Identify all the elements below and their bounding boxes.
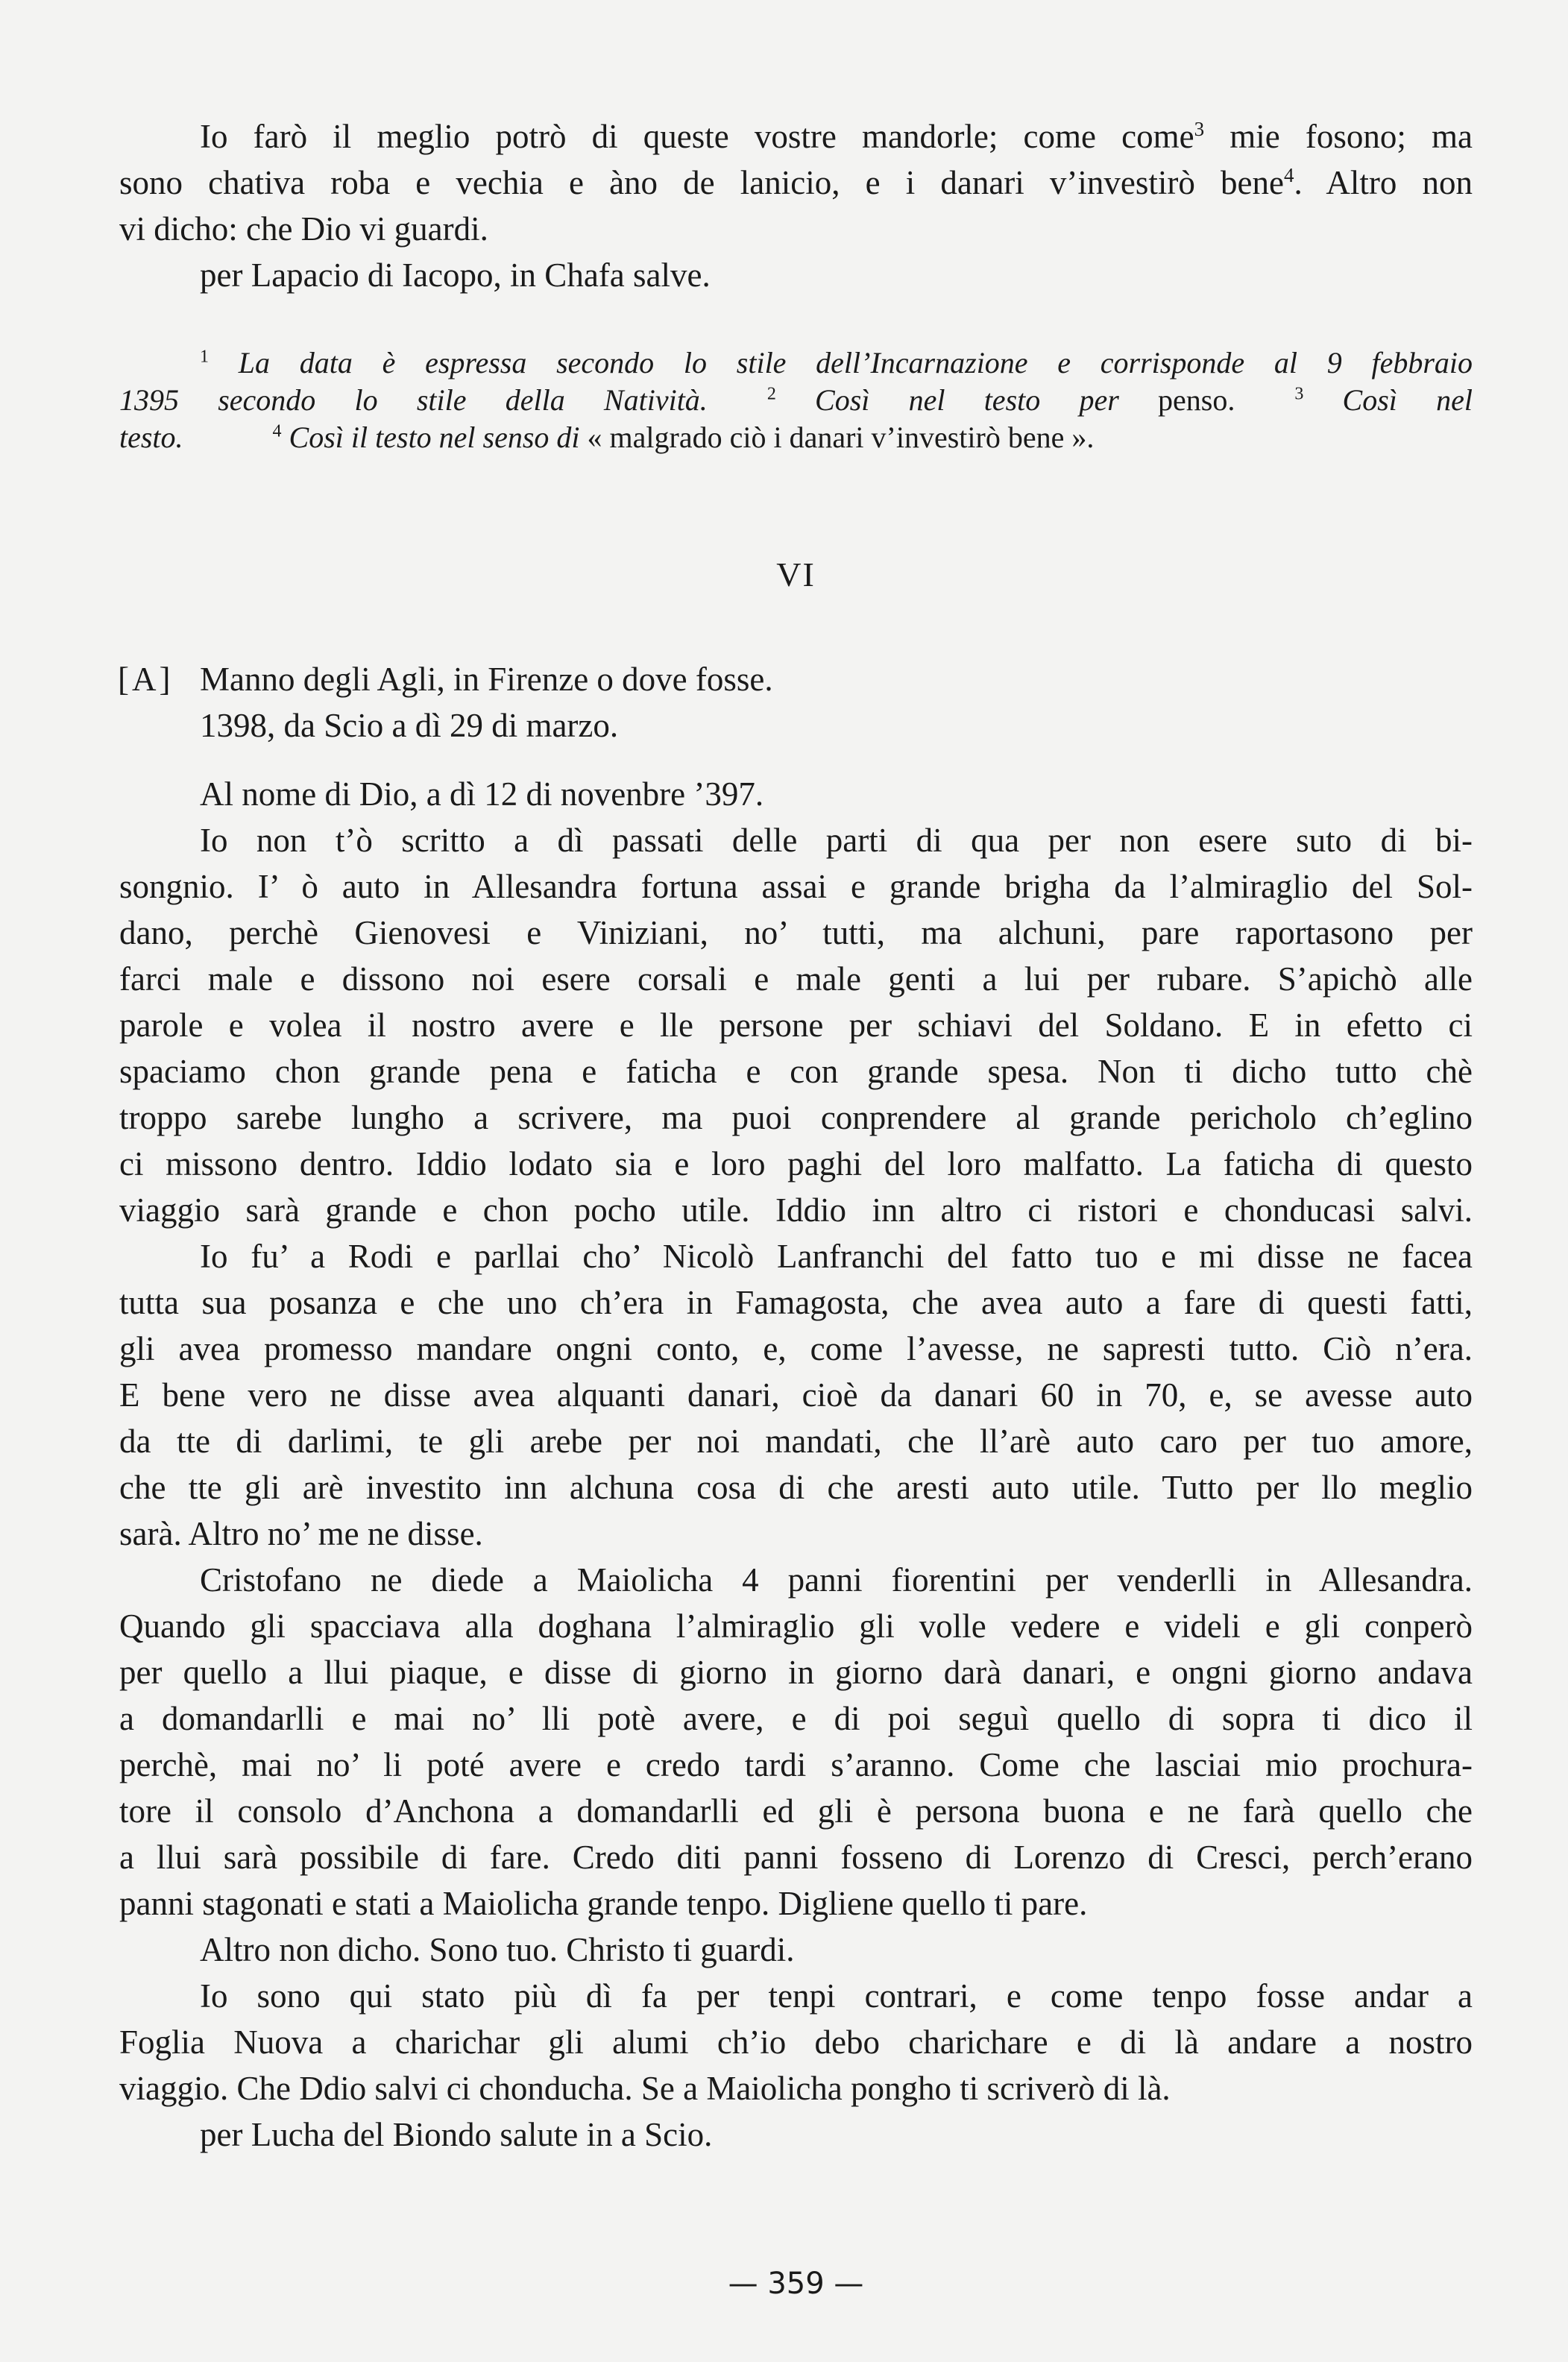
footnote-text: 1395 secondo lo stile della Natività. — [119, 383, 708, 417]
text-line: panni stagonati e stati a Maiolicha grande tenpo. Digliene quello ti pare. — [119, 1885, 1088, 1922]
text-line: perchè, mai no’ li poté avere e credo tardi s’aranno. Come che lasciai mio prochura- — [119, 1746, 1473, 1783]
text-span: . Altro non — [1294, 164, 1473, 201]
text-line: E bene vero ne disse avea alquanti danari, cioè da danari 60 in 70, e, se avesse auto — [119, 1376, 1473, 1414]
footnote-text: Così il testo nel senso di — [281, 421, 588, 454]
text-line: Io sono qui stato più dì fa per tenpi contrari, e come tenpo fosse andar a — [200, 1977, 1473, 2015]
text-line: Altro non dicho. Sono tuo. Christo ti guardi. — [200, 1931, 795, 1968]
text-line: a domandarlli e mai no’ lli potè avere, e di poi seguì quello di sopra ti dico il — [119, 1700, 1473, 1737]
text-line — [119, 160, 1473, 206]
text-line: tore il consolo d’Anchona a domandarlli ed gli è persona buona e ne farà quello che — [119, 1792, 1473, 1830]
text-line: viaggio. Che Ddio salvi ci chonducha. Se a Maiolicha pongho ti scriverò di là. — [119, 2070, 1171, 2107]
page-number: — 359 — — [728, 2267, 864, 2301]
text-line: Foglia Nuova a charichar gli alumi ch’io debo charichare e di là andare a nostro — [119, 2024, 1473, 2061]
footnote-number: 4 — [272, 421, 282, 441]
footnote-number: 1 — [200, 347, 209, 367]
text-line: da tte di darlimi, te gli arebe per noi mandati, che ll’arè auto caro per tuo amore, — [119, 1423, 1473, 1460]
footnote-line — [119, 382, 1473, 419]
letter-tag: [A] — [118, 661, 174, 698]
text-line: vi dicho: che Dio vi guardi. — [119, 210, 488, 248]
letter-date-place: 1398, da Scio a dì 29 di marzo. — [200, 707, 619, 744]
text-line: dano, perchè Gienovesi e Viniziani, no’ tutti, ma alchuni, pare raportasono per — [119, 914, 1473, 951]
footnote-text: Così nel testo per — [775, 383, 1158, 417]
footnote-text: Così nel — [1303, 383, 1473, 417]
section-heading: VI — [776, 555, 816, 593]
text-line: sarà. Altro no’ me ne disse. — [119, 1515, 483, 1552]
text-line: songnio. I’ ò auto in Allesandra fortuna assai e grande brigha da l’almiraglio del Sol- — [119, 868, 1473, 905]
text-line: Cristofano ne diede a Maiolicha 4 panni fiorentini per venderlli in Allesandra. — [200, 1561, 1473, 1599]
text-line: Quando gli spacciava alla doghana l’almiraglio gli volle vedere e videli e gli conperò — [119, 1607, 1473, 1645]
text-line: a llui sarà possibile di fare. Credo diti panni fosseno di Lorenzo di Cresci, perch’erano — [119, 1839, 1473, 1876]
footnote-line — [119, 419, 1473, 456]
footnote-text: testo. — [119, 421, 183, 454]
text-line: Io non t’ò scritto a dì passati delle parti di qua per non esere suto di bi- — [200, 822, 1473, 859]
footnote-quote: « malgrado ciò i danari v’investirò bene ». — [587, 421, 1095, 454]
text-line: viaggio sarà grande e chon pocho utile. Iddio inn altro ci ristori e chonducasi salvi. — [119, 1191, 1473, 1229]
footnote-quote: penso. — [1158, 383, 1235, 417]
signature-line: per Lucha del Biondo salute in a Scio. — [200, 2116, 713, 2153]
text-line: parole e volea il nostro avere e lle persone per schiavi del Soldano. E in efetto ci — [119, 1007, 1473, 1044]
letter-opening: Al nome di Dio, a dì 12 di novenbre ’397. — [200, 775, 764, 813]
text-span: Io farò il meglio potrò di queste vostre mandorle; come come — [200, 118, 1194, 155]
text-line — [119, 113, 1473, 160]
text-line: farci male e dissono noi esere corsali e male genti a lui per rubare. S’apichò alle — [119, 960, 1473, 998]
text-span: sono chativa roba e vechia e àno de lanicio, e i danari v’investirò bene — [119, 164, 1284, 201]
footnote-text: La data è espressa secondo lo stile dell’Incarnazione e corrisponde al 9 febbraio — [209, 346, 1473, 380]
footnote-ref[interactable]: 4 — [1283, 163, 1294, 186]
text-line: spaciamo chon grande pena e faticha e con grande spesa. Non ti dicho tutto chè — [119, 1053, 1473, 1090]
text-line: gli avea promesso mandare ongni conto, e, come l’avesse, ne sapresti tutto. Ciò n’era. — [119, 1330, 1473, 1367]
signature-line: per Lapacio di Iacopo, in Chafa salve. — [200, 256, 711, 294]
text-line: per quello a llui piaque, e disse di giorno in giorno darà danari, e ongni giorno andava — [119, 1654, 1473, 1691]
letter-address: Manno degli Agli, in Firenze o dove fosse. — [200, 661, 773, 698]
text-span: mie fosono; ma — [1204, 118, 1473, 155]
text-line: tutta sua posanza e che uno ch’era in Famagosta, che avea auto a fare di questi fatti, — [119, 1284, 1473, 1321]
text-line: ci missono dentro. Iddio lodato sia e loro paghi del loro malfatto. La faticha di questo — [119, 1145, 1473, 1182]
text-line: Io fu’ a Rodi e parllai cho’ Nicolò Lanfranchi del fatto tuo e mi disse ne facea — [200, 1238, 1473, 1275]
footnote-ref[interactable]: 3 — [1194, 117, 1205, 140]
footnote-number: 2 — [766, 384, 776, 404]
footnote-line — [119, 344, 1473, 382]
text-line: troppo sarebe lungho a scrivere, ma puoi conprendere al grande pericholo ch’eglino — [119, 1099, 1473, 1136]
footnote-number: 3 — [1294, 384, 1304, 404]
text-line: che tte gli arè investito inn alchuna cosa di che aresti auto utile. Tutto per llo meglio — [119, 1469, 1473, 1506]
